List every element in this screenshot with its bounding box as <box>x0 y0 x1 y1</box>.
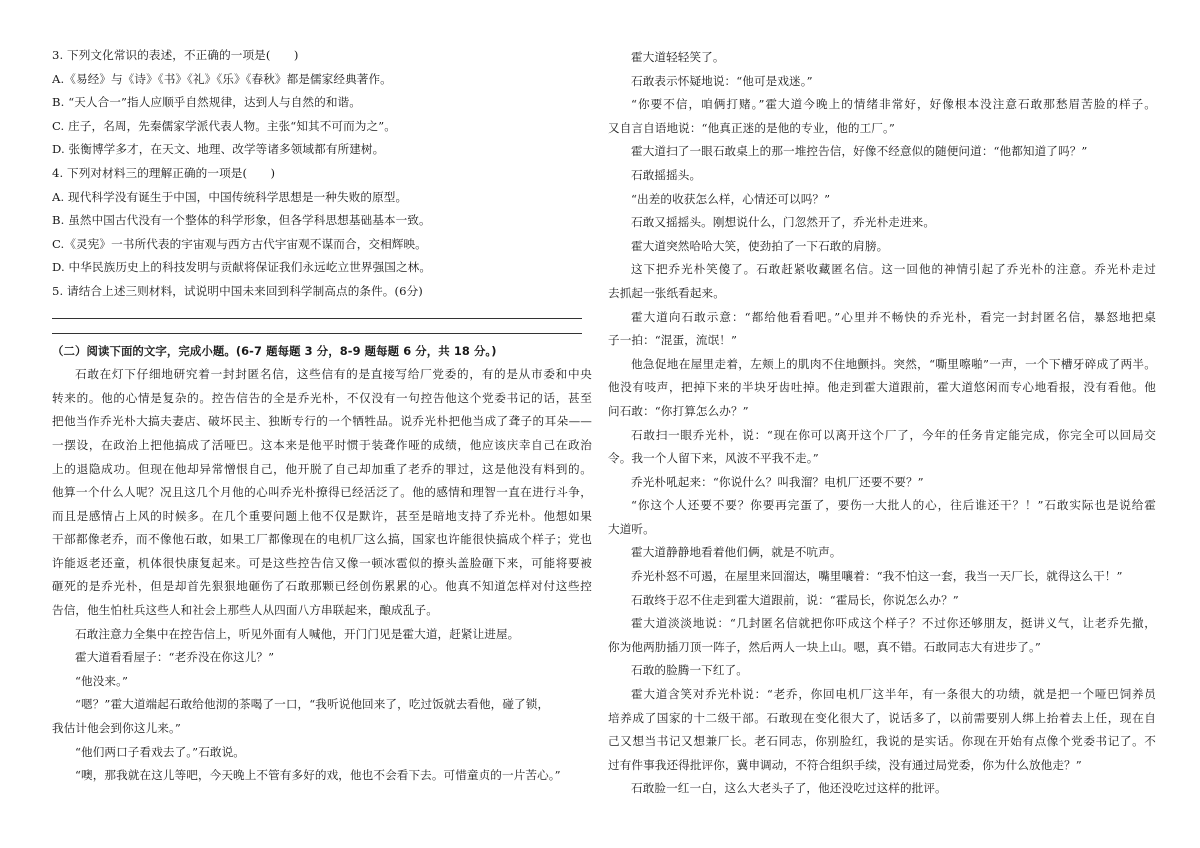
answer-line-2[interactable] <box>52 319 582 334</box>
passage-line: 干部都像老乔，而不像他石敢，如果工厂都像现在的电机厂这么搞，国家也许能很快搞成个样子；党也 <box>52 532 592 547</box>
passage-line: 大道听。 <box>608 521 655 536</box>
q4-option-c: C.《灵宪》一书所代表的宇宙观与西方古代宇宙观不谋而合，交相辉映。 <box>52 236 427 251</box>
passage-line: 过有件事我还得批评你，冀申调动，不符合组织手续，没有通过局党委，你为什么放他走？” <box>608 757 1082 772</box>
passage-line: 霍大道轻轻笑了。 <box>631 50 725 64</box>
passage-line: “你这个人还要不要？你要再完蛋了，要伤一大批人的心，往后谁还干？！”石敢实际也是说给霍 <box>631 498 1156 513</box>
passage-line: 霍大道含笑对乔光朴说：“老乔，你回电机厂这半年，有一条很大的功绩，就是把一个哑巴饲养员 <box>631 687 1156 702</box>
passage-line: 石敢的脸腾一下红了。 <box>631 663 748 678</box>
passage-line: 乔光朴怒不可遏，在屋里来回溜达，嘴里嚷着：“我不怕这一套，我当一天厂长，就得这么干！” <box>631 569 1123 584</box>
passage-line: 他急促地在屋里走着，左颊上的肌肉不住地颤抖。突然，“嘶里嚓啪”一声，一个下槽牙碎成了两半。 <box>631 356 1156 371</box>
passage-line: 砸死的是乔光朴，但是却首先狠狠地砸伤了石敢那颗已经创伤累累的心。他真不知道怎样对付这些控 <box>52 579 592 594</box>
q3-option-c: C. 庄子，名周，先秦儒家学派代表人物。主张“知其不可而为之”。 <box>52 118 396 133</box>
passage-line: 又自言自语地说：“他真正迷的是他的专业，他的工厂。” <box>608 120 895 135</box>
question-5-stem: 5. 请结合上述三则材料，试说明中国未来回到科学制高点的条件。(6分) <box>52 283 423 298</box>
passage-line: 上的退隐成功。但现在他却异常憎恨自己，他开脱了自己却加重了老乔的罪过，这是他没有料到的。 <box>52 461 592 476</box>
passage-line: 乔光朴吼起来：“你说什么？叫我溜？电机厂还要不要？” <box>631 474 924 489</box>
passage-line: 去抓起一张纸看起来。 <box>608 285 725 300</box>
passage-line: 霍大道看看屋子：“老乔没在你这儿？” <box>75 650 275 665</box>
passage-line: 令。我一个人留下来，风波不平我不走。” <box>608 451 819 466</box>
q3-option-b: B. “天人合一”指人应顺乎自然规律，达到人与自然的和谐。 <box>52 95 361 110</box>
passage-line: 石敢又摇摇头。刚想说什么，门忽然开了，乔光朴走进来。 <box>631 215 936 230</box>
q4-option-d: D. 中华民族历史上的科技发明与贡献将保证我们永远屹立世界强国之林。 <box>52 260 432 275</box>
q3-option-d: D. 张衡博学多才，在天文、地理、改学等诸多领域都有所建树。 <box>52 142 385 157</box>
q4-option-a: A. 现代科学没有诞生于中国，中国传统科学思想是一种失败的原型。 <box>52 189 408 204</box>
passage-line: 己又想当书记又想兼厂长。老石同志，你别脸红，我说的是实话。你现在开始有点像个党委书记了。不 <box>608 734 1156 749</box>
right-column <box>608 46 1156 801</box>
passage-line: 子一拍：“混蛋，流氓！” <box>608 333 737 348</box>
passage-line: 石敢脸一红一白，这么大老头子了，他还没吃过这样的批评。 <box>631 781 947 796</box>
question-4-stem: 4. 下列对材料三的理解正确的一项是( ) <box>52 165 276 180</box>
passage-line: 问石敢：“你打算怎么办？” <box>608 403 749 418</box>
passage-line: 你为他两肋插刀顶一阵子，然后两人一块上山。嗯，真不错。石敢同志大有进步了。” <box>608 639 1041 654</box>
q4-option-b: B. 虽然中国古代没有一个整体的科学形象，但各学科思想基础基本一致。 <box>52 213 431 228</box>
passage-line: 石敢表示怀疑地说：“他可是戏迷。” <box>631 73 813 88</box>
passage-line: “你要不信，咱俩打赌。”霍大道今晚上的情绪非常好，好像根本没注意石敢那愁眉苦脸的样子。 <box>631 97 1156 112</box>
passage-line: 石敢扫一眼乔光朴，说：“现在你可以离开这个厂了，今年的任务肯定能完成，你完全可以回局交 <box>631 427 1156 442</box>
passage-line: 霍大道扫了一眼石敢桌上的那一堆控告信，好像不经意似的随便问道：“他都知道了吗？” <box>631 144 1088 159</box>
passage-line: 霍大道突然哈哈大笑，使劲拍了一下石敢的肩膀。 <box>631 238 889 253</box>
passage-line: 培养成了国家的十二级干部。石敢现在变化很大了，说话多了，以前需要别人绑上抬着去上任，现在自 <box>608 710 1156 725</box>
section-heading: （二）阅读下面的文字，完成小题。(6-7 题每题 3 分，8-9 题每题 6 分，共 18 分。) <box>52 343 497 358</box>
passage-line: “他们两口子看戏去了。”石敢说。 <box>75 744 245 759</box>
passage-line: 霍大道静静地看着他们俩，就是不吭声。 <box>631 545 842 560</box>
answer-line-1[interactable] <box>52 304 582 319</box>
passage-line: 石敢终于忍不住走到霍大道跟前，说：“霍局长，你说怎么办？” <box>631 592 959 607</box>
passage-line: 而且是感情占上风的时候多。在几个重要问题上他不仅是默许，甚至是暗地支持了乔光朴。他想如果 <box>52 508 592 523</box>
passage-line: 许能返老还童，机体很快康复起来。可是这些控告信又像一顿冰雹似的撩头盖脸砸下来，可能将要被 <box>52 555 592 570</box>
passage-line: 告信，他生怕杜兵这些人和社会上那些人从四面八方串联起来，酿成乱子。 <box>52 603 438 618</box>
passage-line: 霍大道向石敢示意：“都给他看看吧。”心里并不畅快的乔光朴，看完一封封匿名信，暴怒地把桌 <box>631 309 1156 324</box>
passage-line: 一摆设，在政治上把他搞成了活哑巴。这本来是他平时惯于装聋作哑的成绩，他应该庆幸自己在政治 <box>52 437 592 452</box>
passage-line: 石敢注意力全集中在控告信上，听见外面有人喊他，开门门见是霍大道，赶紧让进屋。 <box>75 626 520 641</box>
passage-line: 石敢在灯下仔细地研究着一封封匿名信，这些信有的是直接写给厂党委的，有的是从市委和中央 <box>75 367 592 382</box>
q3-option-a: A.《易经》与《诗》《书》《礼》《乐》《春秋》都是儒家经典著作。 <box>52 71 392 86</box>
passage-line: 我估计他会到你这儿来。” <box>52 721 181 736</box>
passage-line: “他没来。” <box>75 673 129 688</box>
question-3-stem: 3. 下列文化常识的表述，不正确的一项是( ) <box>52 48 299 62</box>
passage-line: 这下把乔光朴笑傻了。石敢赶紧收藏匿名信。这一回他的神情引起了乔光朴的注意。乔光朴走过 <box>631 262 1156 277</box>
passage-line: 转来的。他的心情是复杂的。控告信告的全是乔光朴，不仅没有一句控告他这个党委书记的话，甚至 <box>52 390 592 405</box>
left-column <box>52 44 592 788</box>
passage-line: 石敢摇摇头。 <box>631 167 702 182</box>
passage-line: “噢，那我就在这儿等吧，今天晚上不管有多好的戏，他也不会看下去。可惜童贞的一片苦心。” <box>75 768 561 783</box>
passage-line: 把他当作乔光朴大搞夫妻店、破坏民主、独断专行的一个牺牲品。说乔光朴把他当成了聋子的耳朵—— <box>52 414 592 429</box>
passage-line: “出差的收获怎么样，心情还可以吗？” <box>631 191 831 206</box>
passage-line: “嗯？”霍大道端起石敢给他沏的茶喝了一口，“我听说他回来了，吃过饭就去看他，碰了锁， <box>75 697 550 712</box>
passage-line: 霍大道淡淡地说：“几封匿名信就把你吓成这个样子？不过你还够朋友，挺讲义气，让老乔先撤， <box>631 616 1156 631</box>
passage-line: 他没有吱声，把掉下来的半块牙齿吐掉。他走到霍大道跟前，霍大道悠闲而专心地看报，没有看他。他 <box>608 380 1156 395</box>
passage-line: 他算一个什么人呢？况且这几个月他的心叫乔光朴撩得已经活泛了。他的感情和理智一直在进行斗争， <box>52 485 592 500</box>
